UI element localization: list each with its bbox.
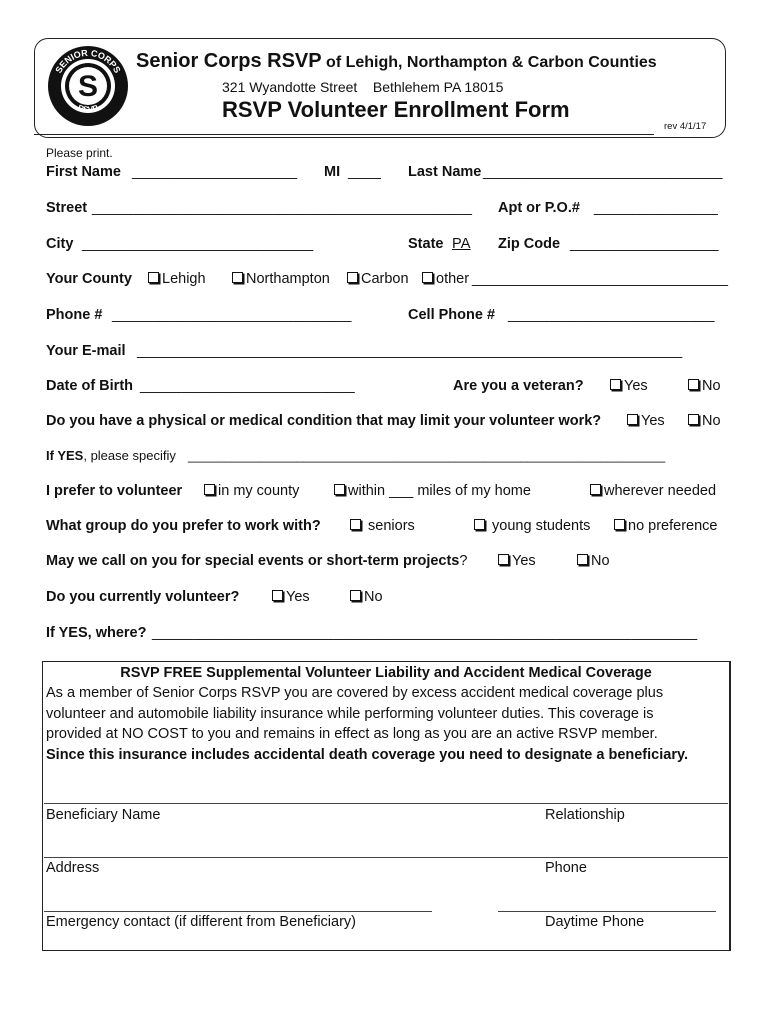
group-no-preference-checkbox[interactable]: no preference [614, 518, 717, 534]
apt-label: Apt or P.O.# [498, 200, 580, 216]
beneficiary-phone-label: Phone [545, 860, 587, 876]
phone-field[interactable]: _____________________________ [112, 307, 352, 323]
state-value[interactable]: PA [452, 236, 471, 252]
org-city-state: Bethlehem PA 18015 [372, 79, 504, 95]
relationship-label: Relationship [545, 807, 625, 823]
checkbox-icon [590, 484, 601, 495]
prefer-within-miles-checkbox[interactable]: within ___ miles of my home [334, 483, 531, 499]
specify-field[interactable]: __________________________________________________________________ [188, 448, 666, 463]
svg-text:S: S [77, 70, 99, 103]
prefer-wherever-checkbox[interactable]: wherever needed [590, 483, 716, 499]
county-other-field[interactable]: _______________________________ [472, 271, 729, 287]
city-field[interactable]: ____________________________ [82, 236, 314, 252]
address-label: Address [46, 860, 100, 876]
org-street: 321 Wyandotte Street [222, 79, 358, 95]
dob-label: Date of Birth [46, 378, 133, 394]
emergency-contact-line[interactable] [44, 911, 432, 912]
where-label: If YES, where? [46, 625, 147, 641]
insurance-text-line-1: As a member of Senior Corps RSVP you are covered by excess accident medical coverage plus [46, 685, 664, 701]
checkbox-icon [577, 554, 588, 565]
org-title [136, 50, 657, 73]
insurance-text-line-2: volunteer and automobile liability insurance while performing volunteer duties. This coverage is [46, 706, 654, 722]
insurance-section [42, 661, 731, 951]
dob-field[interactable]: __________________________ [140, 378, 355, 394]
email-label: Your E-mail [46, 343, 126, 359]
senior-corps-logo [46, 44, 130, 128]
phone-label: Phone # [46, 307, 103, 323]
mi-label: MI [324, 164, 341, 180]
city-label: City [46, 236, 74, 252]
street-field[interactable]: ______________________________________________ [92, 200, 473, 216]
medical-question: Do you have a physical or medical condition that may limit your volunteer work? [46, 413, 602, 429]
zip-label: Zip Code [498, 236, 561, 252]
street-label: Street [46, 200, 88, 216]
checkbox-icon [498, 554, 509, 565]
checkbox-icon [688, 379, 699, 390]
prefer-county-checkbox[interactable]: in my county [204, 483, 299, 499]
svg-text:SENIOR CORPS: SENIOR CORPS [53, 47, 123, 75]
last-name-label: Last Name [408, 164, 482, 180]
county-carbon-checkbox[interactable]: Carbon [347, 271, 409, 287]
form-title: RSVP Volunteer Enrollment Form [222, 97, 570, 122]
revision-date: rev 4/1/17 [664, 121, 707, 132]
insurance-beneficiary-note: Since this insurance includes accidental death coverage you need to designate a beneficiary. [46, 747, 688, 763]
county-other-checkbox[interactable]: other [422, 271, 469, 287]
group-seniors-checkbox[interactable]: seniors [350, 518, 415, 534]
call-yes-checkbox[interactable]: Yes [498, 553, 536, 569]
daytime-phone-label: Daytime Phone [545, 914, 645, 930]
address-line[interactable] [44, 857, 728, 858]
checkbox-icon [350, 590, 361, 601]
checkbox-icon [610, 379, 621, 390]
emergency-contact-label: Emergency contact (if different from Beneficiary) [46, 914, 356, 930]
current-yes-checkbox[interactable]: Yes [272, 589, 310, 605]
checkbox-icon [614, 519, 625, 530]
current-volunteer-question: Do you currently volunteer? [46, 589, 240, 605]
medical-yes-checkbox[interactable]: Yes [627, 413, 665, 429]
zip-field[interactable]: __________________ [570, 236, 719, 252]
apt-field[interactable]: _______________ [594, 200, 718, 216]
call-no-checkbox[interactable]: No [577, 553, 610, 569]
county-lehigh-checkbox[interactable]: Lehigh [148, 271, 206, 287]
insurance-title: RSVP FREE Supplemental Volunteer Liability and Accident Medical Coverage [120, 665, 652, 681]
insurance-text-line-3: provided at NO COST to you and remains in effect as long as you are an active RSVP member. [46, 726, 658, 742]
veteran-yes-checkbox[interactable]: Yes [610, 378, 648, 394]
first-name-label: First Name [46, 164, 121, 180]
where-field[interactable]: __________________________________________________________________ [152, 625, 698, 641]
first-name-field[interactable]: ____________________ [132, 164, 298, 180]
cell-phone-label: Cell Phone # [408, 307, 496, 323]
veteran-question: Are you a veteran? [453, 378, 584, 394]
daytime-phone-line[interactable] [498, 911, 716, 912]
beneficiary-name-label: Beneficiary Name [46, 807, 161, 823]
checkbox-icon [422, 272, 433, 283]
county-northampton-checkbox[interactable]: Northampton [232, 271, 330, 287]
medical-no-checkbox[interactable]: No [688, 413, 721, 429]
checkbox-icon [232, 272, 243, 283]
county-label: Your County [46, 271, 132, 287]
mi-field[interactable]: ____ [348, 164, 382, 180]
org-address [222, 79, 503, 95]
checkbox-icon [204, 484, 215, 495]
svg-text:RSVP: RSVP [76, 103, 100, 115]
call-question: May we call on you for special events or short-term projects? [46, 553, 468, 569]
checkbox-icon [334, 484, 345, 495]
specify-label: If YES, please specifiy [46, 448, 176, 463]
checkbox-icon [148, 272, 159, 283]
header-rule [34, 134, 654, 135]
current-no-checkbox[interactable]: No [350, 589, 383, 605]
please-print-note: Please print. [46, 146, 113, 160]
org-counties: of Lehigh, Northampton & Carbon Counties [321, 54, 657, 71]
checkbox-icon [347, 272, 358, 283]
checkbox-icon [688, 414, 699, 425]
checkbox-icon [474, 519, 485, 530]
cell-phone-field[interactable]: _________________________ [508, 307, 715, 323]
veteran-no-checkbox[interactable]: No [688, 378, 721, 394]
checkbox-icon [627, 414, 638, 425]
email-field[interactable]: __________________________________________________________________ [137, 343, 683, 359]
last-name-field[interactable]: _____________________________ [483, 164, 723, 180]
checkbox-icon [272, 590, 283, 601]
checkbox-icon [350, 519, 361, 530]
prefer-label: I prefer to volunteer [46, 483, 183, 499]
group-students-checkbox[interactable]: young students [474, 518, 590, 534]
state-label: State [408, 236, 444, 252]
beneficiary-name-line[interactable] [44, 803, 728, 804]
group-question: What group do you prefer to work with? [46, 518, 321, 534]
org-main-name: Senior Corps RSVP [136, 50, 322, 72]
